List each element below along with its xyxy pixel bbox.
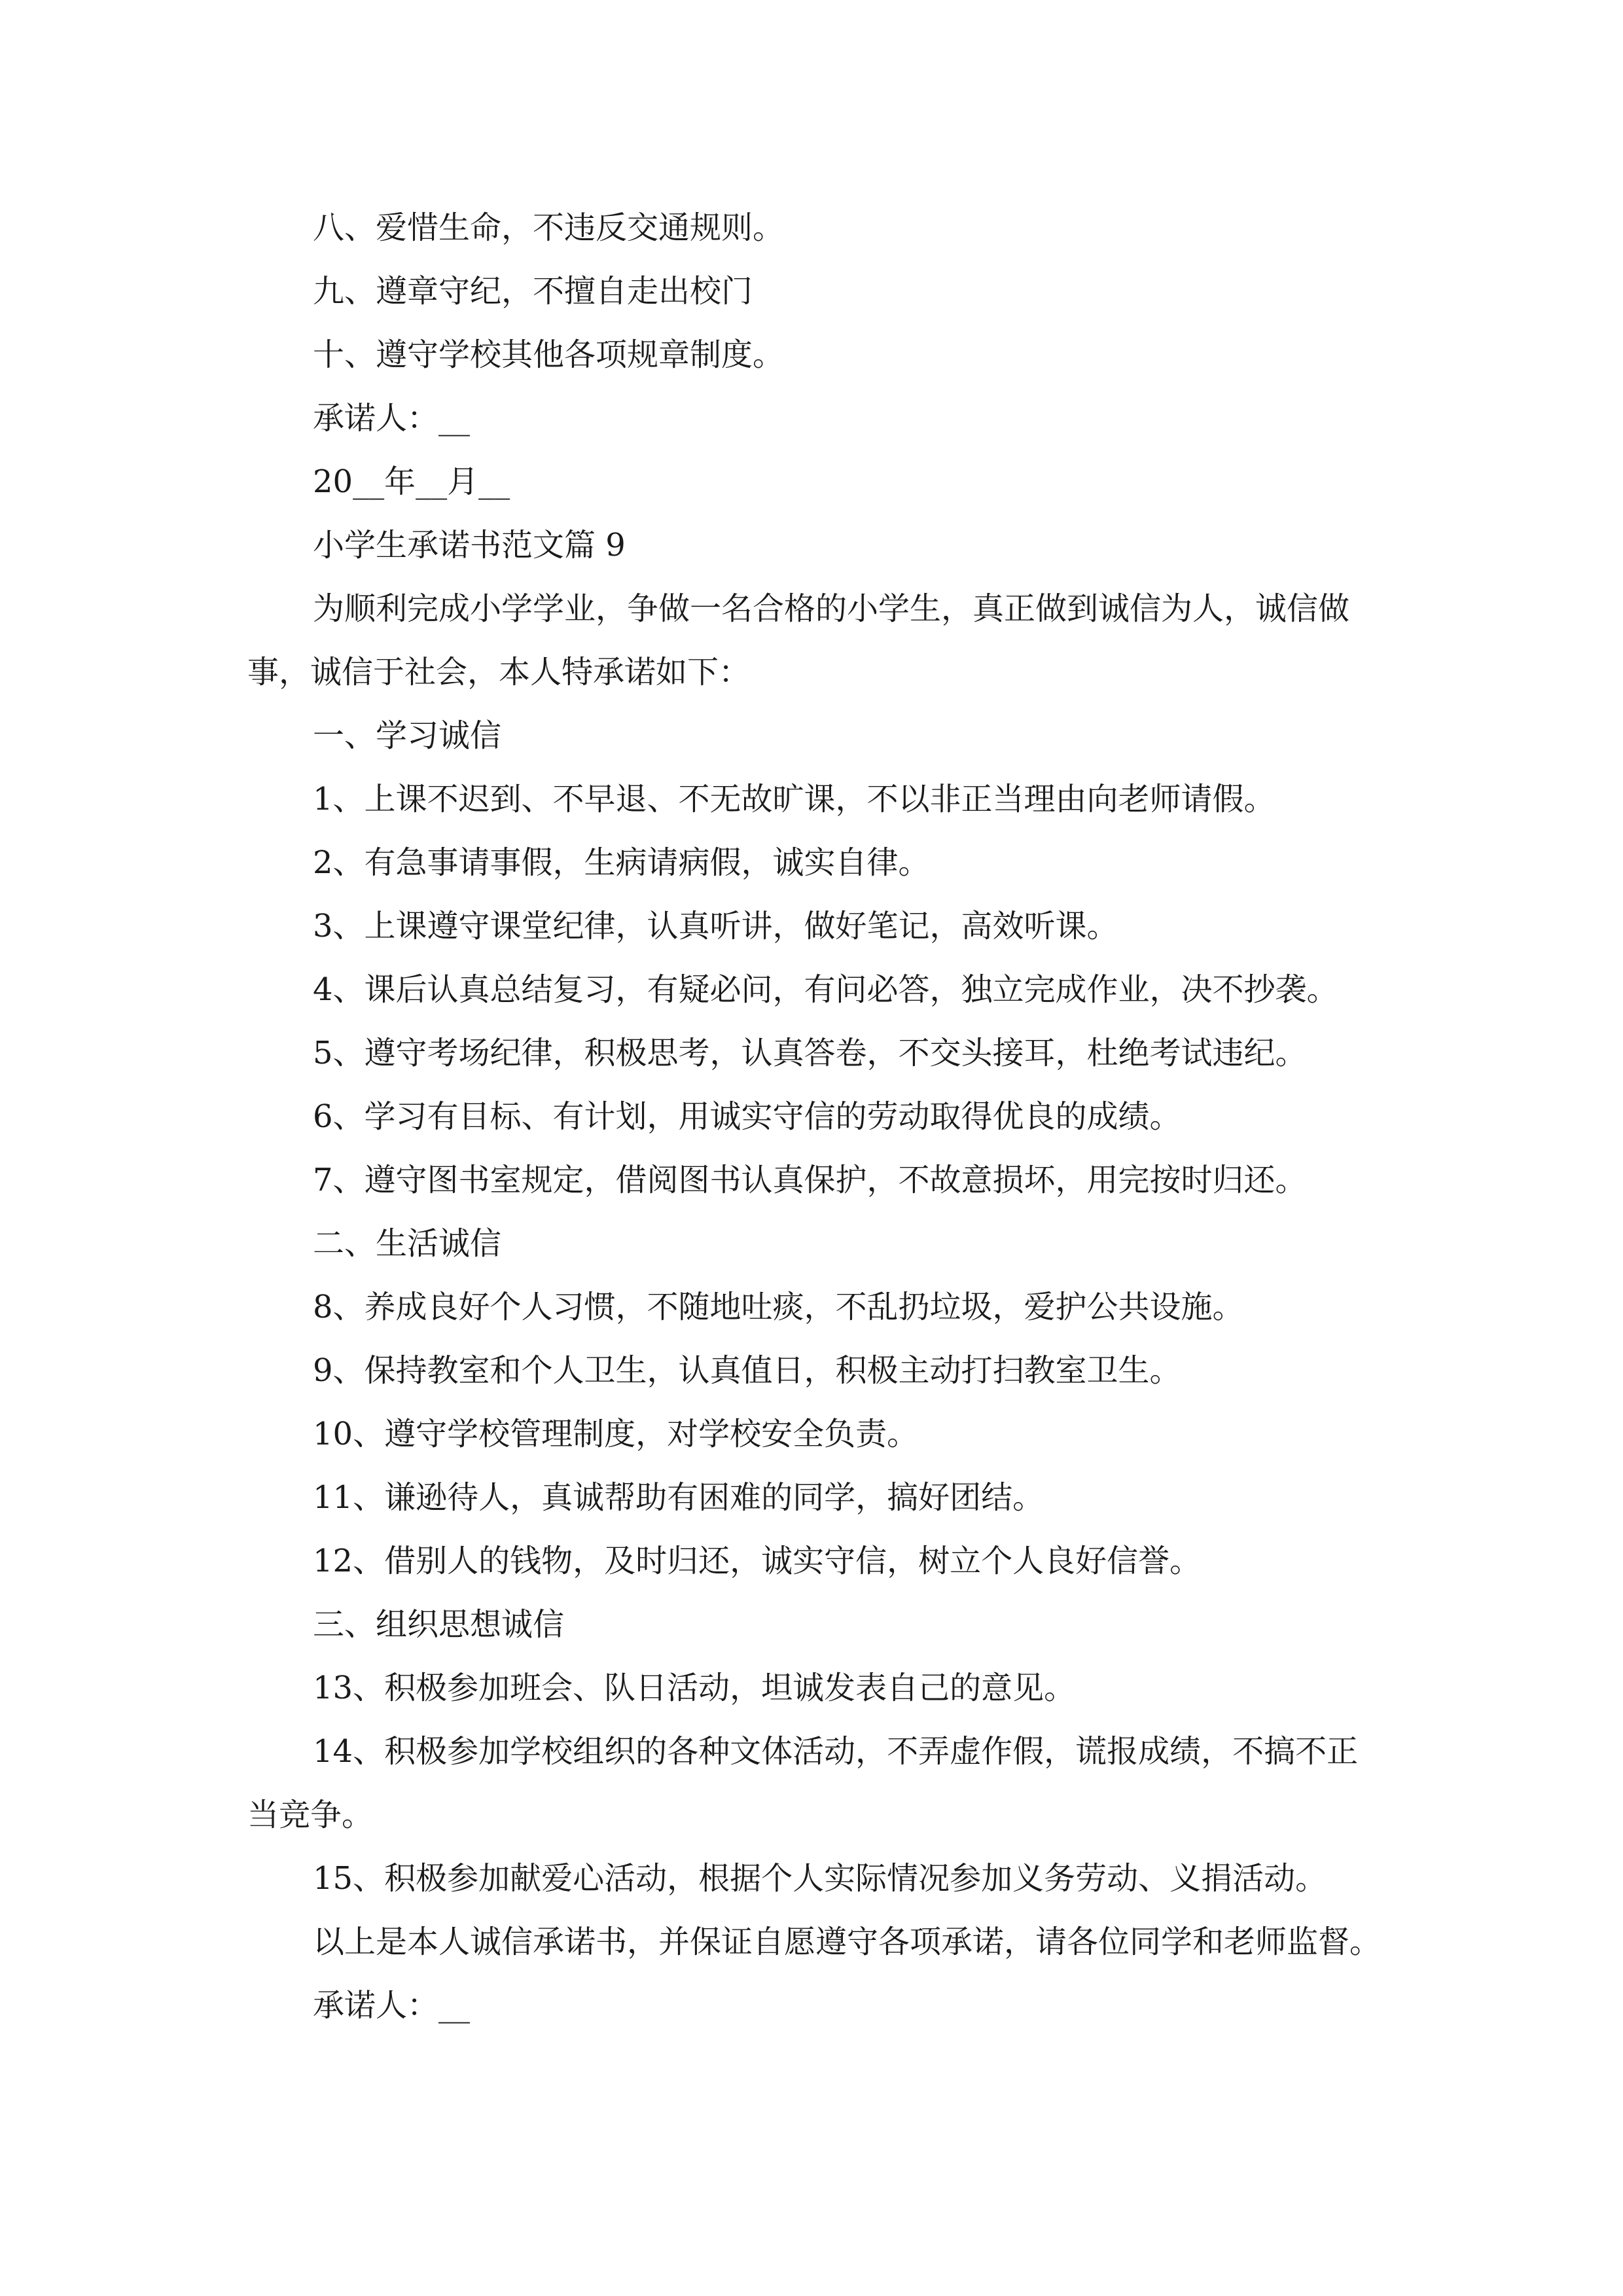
list-item: 13、积极参加班会、队日活动，坦诚发表自己的意见。 [313,1670,1076,1706]
list-item: 7、遵守图书室规定，借阅图书认真保护，不故意损坏，用完按时归还。 [313,1162,1307,1198]
promisor-line: 承诺人：__ [313,400,471,437]
list-item: 12、借别人的钱物，及时归还，诚实守信，树立个人良好信誉。 [313,1543,1202,1579]
list-item: 15、积极参加献爱心活动，根据个人实际情况参加义务劳动、义捐活动。 [313,1860,1327,1897]
list-item: 4、课后认真总结复习，有疑必问，有问必答，独立完成作业，决不抄袭。 [313,971,1338,1008]
list-item: 11、谦逊待人，真诚帮助有困难的同学，搞好团结。 [313,1479,1044,1516]
line-item-8: 八、爱惜生命，不违反交通规则。 [313,209,785,246]
list-item: 8、养成良好个人习惯，不随地吐痰，不乱扔垃圾，爱护公共设施。 [313,1289,1244,1325]
section-heading-organization: 三、组织思想诚信 [313,1606,565,1643]
line-item-9: 九、遵章守纪，不擅自走出校门 [313,273,753,310]
document-body [247,196,1386,2037]
list-item: 2、有急事请事假，生病请病假，诚实自律。 [313,844,930,881]
list-item: 3、上课遵守课堂纪律，认真听讲，做好笔记，高效听课。 [313,908,1118,944]
section-heading-study: 一、学习诚信 [313,717,502,754]
list-item: 1、上课不迟到、不早退、不无故旷课，不以非正当理由向老师请假。 [313,781,1275,817]
closing-paragraph: 以上是本人诚信承诺书，并保证自愿遵守各项承诺，请各位同学和老师监督。 [313,1924,1382,1960]
list-item: 5、遵守考场纪律，积极思考，认真答卷，不交头接耳，杜绝考试违纪。 [313,1035,1307,1071]
list-item: 10、遵守学校管理制度，对学校安全负责。 [313,1416,919,1452]
line-item-10: 十、遵守学校其他各项规章制度。 [313,336,785,373]
list-item: 6、学习有目标、有计划，用诚实守信的劳动取得优良的成绩。 [313,1098,1181,1135]
date-line: 20__年__月__ [313,463,510,500]
section-title: 小学生承诺书范文篇 9 [313,527,626,564]
list-item: 14、积极参加学校组织的各种文体活动，不弄虚作假，谎报成绩，不搞不正当竞争。 [247,1733,1359,1833]
intro-paragraph: 为顺利完成小学学业，争做一名合格的小学生，真正做到诚信为人，诚信做事，诚信于社会，本人特承诺如下： [247,590,1350,691]
section-heading-life: 二、生活诚信 [313,1225,502,1262]
list-item: 9、保持教室和个人卫生，认真值日，积极主动打扫教室卫生。 [313,1352,1181,1389]
signature-line: 承诺人：__ [313,1987,471,2024]
